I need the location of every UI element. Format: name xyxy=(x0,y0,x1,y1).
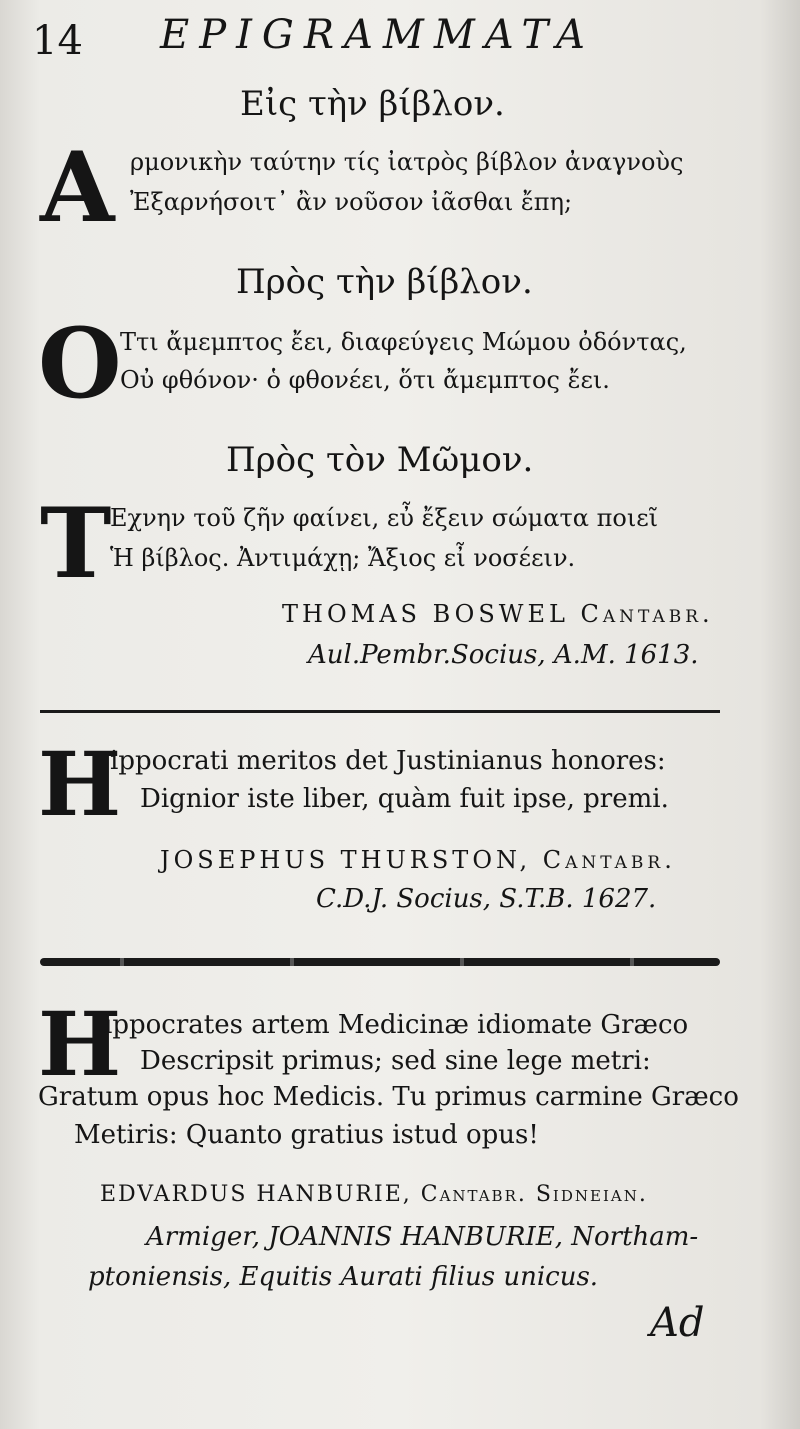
catchword: Ad xyxy=(650,1300,705,1346)
greek-title-2: Πρὸς τὴν βίβλον. xyxy=(236,262,533,302)
drop-cap: H xyxy=(38,732,122,836)
greek-verse-line: Εχνην τοῦ ζῆν φαίνει, εὖ ἔξειν σώματα ποιεῖ xyxy=(110,504,659,532)
latin-verse-line: ippocrates artem Medicinæ idiomate Græco xyxy=(104,1010,689,1040)
drop-cap: Α xyxy=(40,131,115,244)
greek-verse-line: Οὐ φθόνον· ὁ φθονέει, ὅτι ἄμεμπτος ἔει. xyxy=(120,366,610,394)
latin-verse-line: Dignior iste liber, quàm fuit ipse, premi. xyxy=(140,784,669,814)
greek-verse-line: ρμονικὴν ταύτην τίς ἰατρὸς βίβλον ἀναγνοὺς xyxy=(130,148,684,176)
signature-line: ptoniensis, Equitis Aurati filius unicus. xyxy=(88,1262,599,1292)
signature-line: Aul.Pembr.Socius, A.M. 1613. xyxy=(308,640,699,670)
drop-cap: Ο xyxy=(38,307,122,420)
signature-line: THOMAS BOSWEL Cantabr. xyxy=(282,600,714,628)
latin-verse-line: Descripsit primus; sed sine lege metri: xyxy=(140,1046,651,1076)
drop-cap: Τ xyxy=(40,487,112,600)
greek-verse-line: Ττι ἄμεμπτος ἔει, διαφεύγεις Μώμου ὀδόντας, xyxy=(120,328,687,356)
ornamental-rule xyxy=(40,958,720,966)
latin-verse-line: ippocrati meritos det Justinianus honores: xyxy=(110,746,666,776)
page-number: 14 xyxy=(32,18,83,64)
greek-title-1: Εἰς τὴν βίβλον. xyxy=(240,84,505,124)
greek-title-3: Πρὸς τὸν Μῶμον. xyxy=(226,440,534,480)
signature-line: C.D.J. Socius, S.T.B. 1627. xyxy=(316,884,657,914)
signature-line: EDVARDUS HANBURIE, Cantabr. Sidneian. xyxy=(100,1182,648,1207)
running-title: EPIGRAMMATA xyxy=(160,12,595,58)
drop-cap: H xyxy=(38,992,122,1096)
greek-verse-line: Ἡ βίβλος. Ἀντιμάχῃ; Ἄξιος εἶ νοσέειν. xyxy=(110,544,576,572)
latin-verse-line: Gratum opus hoc Medicis. Tu primus carmine Græco xyxy=(38,1082,739,1112)
latin-verse-line: Metiris: Quanto gratius istud opus! xyxy=(74,1120,539,1150)
greek-verse-line: Ἐξαρνήσοιτ᾽ ἂν νοῦσον ἰᾶσθαι ἔπη; xyxy=(130,188,573,216)
signature-line: JOSEPHUS THURSTON, Cantabr. xyxy=(160,846,676,874)
divider-rule xyxy=(40,710,720,713)
signature-line: Armiger, JOANNIS HANBURIE, Northam- xyxy=(146,1222,699,1252)
